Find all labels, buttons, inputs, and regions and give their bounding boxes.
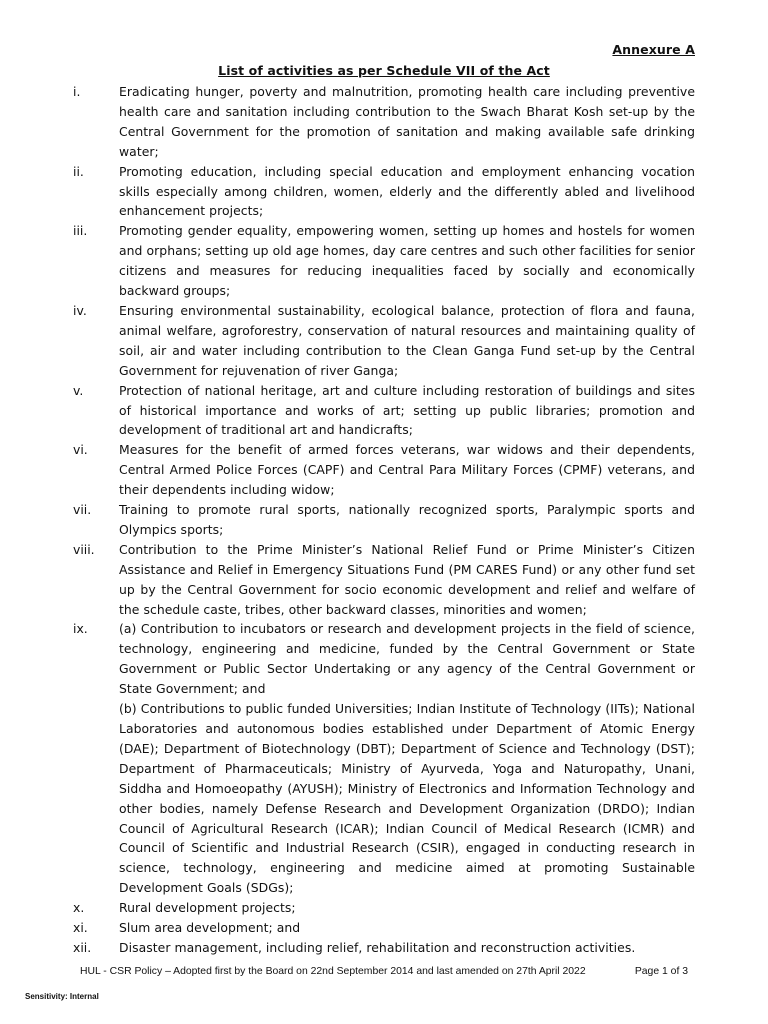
item-body — [119, 918, 695, 938]
item-number: xii. — [73, 939, 92, 955]
item-body — [119, 440, 695, 500]
item-body — [119, 301, 695, 381]
item-number: ix. — [73, 621, 88, 637]
item-body — [119, 898, 695, 918]
page-number: Page 1 of 3 — [634, 966, 688, 977]
item-number: x. — [73, 900, 85, 916]
item-paragraph: Measures for the benefit of armed forces veterans, war widows and their dependents, Central Armed Police Forces (CAPF) and Central Para Military Forces (CPMF) veterans, and their dependents including widow; — [119, 442, 695, 498]
list-title: List of activities as per Schedule VII of the Act — [218, 63, 550, 78]
item-body — [119, 500, 695, 540]
list-item — [0, 221, 768, 301]
item-number: v. — [73, 382, 84, 398]
item-number: iii. — [73, 223, 88, 239]
item-body — [119, 938, 695, 958]
item-number: viii. — [73, 541, 95, 557]
list-item — [0, 540, 768, 620]
item-paragraph: Training to promote rural sports, nationally recognized sports, Paralympic sports and Olympics sports; — [119, 502, 695, 537]
list-item — [0, 898, 768, 918]
annexure-label: Annexure A — [612, 42, 695, 57]
list-item — [0, 918, 768, 938]
list-item — [0, 301, 768, 381]
item-paragraph: Promoting gender equality, empowering women, setting up homes and hostels for women and orphans; setting up old age homes, day care centres and such other facilities for senior citizens and measures for reducing inequalities faced by socially and economically backward groups; — [119, 223, 695, 299]
item-paragraph: Eradicating hunger, poverty and malnutrition, promoting health care including preventive health care and sanitation including contribution to the Swach Bharat Kosh set-up by the Central Government for the promotion of sanitation and making available safe drinking water; — [119, 84, 695, 159]
item-number: iv. — [73, 302, 87, 318]
item-body — [119, 221, 695, 301]
item-body — [119, 162, 695, 222]
item-paragraph: Rural development projects; — [119, 900, 296, 916]
item-paragraph: (a) Contribution to incubators or research and development projects in the field of science, technology, engineering and medicine, funded by the Central Government or State Government or Public Sector Undertaking or any agency of the Central Government or State Government; and — [119, 621, 695, 697]
item-number: i. — [73, 84, 81, 99]
item-paragraph: Slum area development; and — [119, 920, 301, 936]
list-item — [0, 619, 768, 898]
item-paragraph: Promoting education, including special education and employment enhancing vocation skills especially among children, women, elderly and the differently abled and livelihood enhancement projects; — [119, 163, 695, 219]
item-paragraph: Contribution to the Prime Minister’s National Relief Fund or Prime Minister’s Citizen Assistance and Relief in Emergency Situations Fund (PM CARES Fund) or any other fund set up by the Central Government for socio economic development and relief and welfare of the schedule caste, tribes, other backward classes, minorities and women; — [119, 541, 695, 617]
list-item — [0, 162, 768, 222]
list-item — [0, 440, 768, 500]
item-number: vi. — [73, 442, 88, 458]
sensitivity-label: Sensitivity: Internal — [25, 992, 99, 1001]
item-number: xi. — [73, 920, 88, 936]
item-body — [119, 540, 695, 620]
item-body — [119, 82, 695, 162]
item-paragraph: Ensuring environmental sustainability, ecological balance, protection of flora and fauna, animal welfare, agroforestry, conservation of natural resources and maintaining quality of soil, air and water including contribution to the Clean Ganga Fund set-up by the Central Government for rejuvenation of river Ganga; — [119, 302, 695, 378]
list-item — [0, 381, 768, 441]
item-body — [119, 619, 695, 898]
activities-list — [0, 82, 768, 958]
item-body — [119, 381, 695, 441]
item-paragraph: Disaster management, including relief, rehabilitation and reconstruction activities. — [119, 939, 636, 955]
footer-text: HUL - CSR Policy – Adopted first by the Board on 22nd September 2014 and last amended on 27th April 2022 — [80, 966, 586, 977]
item-paragraph: Protection of national heritage, art and culture including restoration of buildings and sites of historical importance and works of art; setting up public libraries; promotion and development of traditional art and handicrafts; — [119, 382, 695, 438]
list-item — [0, 500, 768, 540]
list-item — [0, 938, 768, 958]
item-number: vii. — [73, 502, 92, 518]
list-item — [0, 82, 768, 162]
item-number: ii. — [73, 163, 84, 179]
item-paragraph: (b) Contributions to public funded Universities; Indian Institute of Technology (IITs); National Laboratories and autonomous bodies established under Department of Atomic Energy (DAE); Department of Biotechnology (DBT); Department of Science and Technology (DST); Department of Pharmaceuticals; Ministry of Ayurveda, Yoga and Naturopathy, Unani, Siddha and Homoeopathy (AYUSH); Ministry of Electronics and Information Technology and other bodies, namely Defense Research and Development Organization (DRDO); Indian Council of Agricultural Research (ICAR); Indian Council of Medical Research (ICMR) and Council of Scientific and Industrial Research (CSIR), engaged in conducting research in science, technology, engineering and medicine aimed at promoting Sustainable Development Goals (SDGs); — [119, 701, 695, 896]
